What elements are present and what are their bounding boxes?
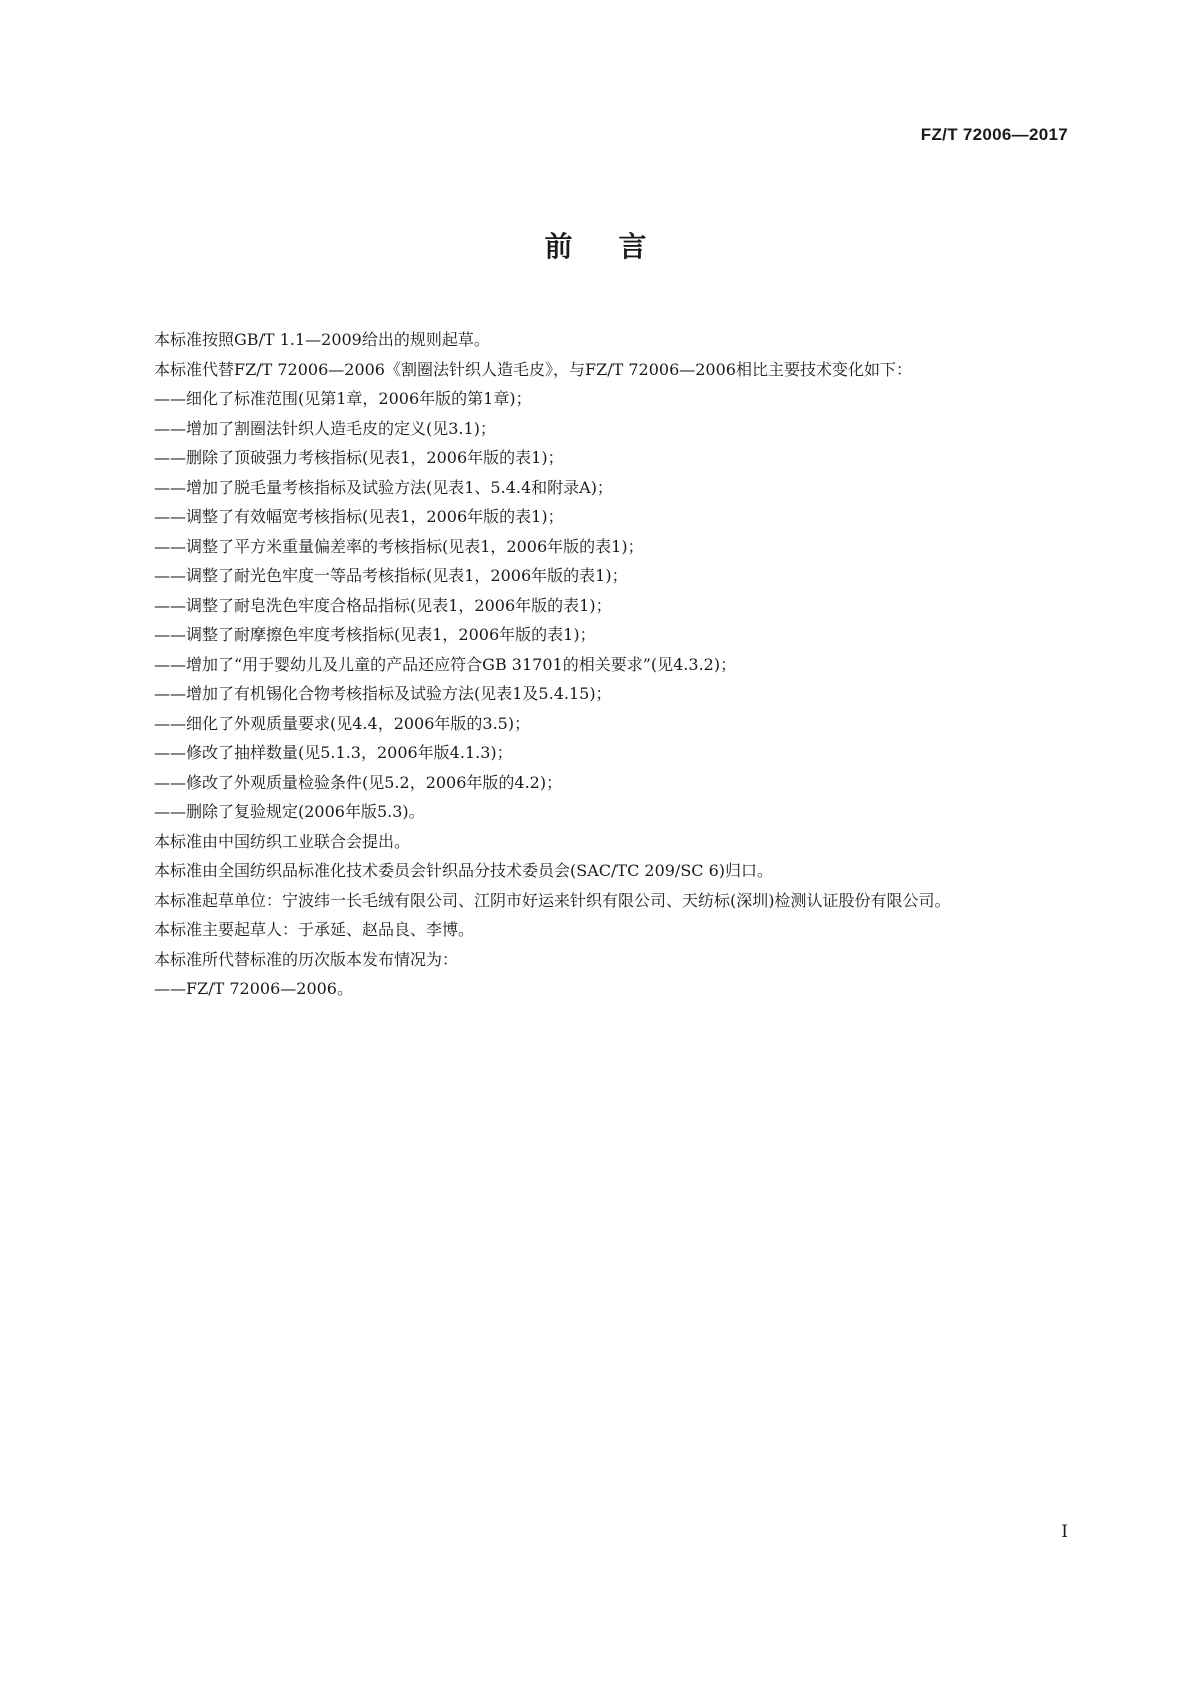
paragraph-drafting-units: 本标准起草单位：宁波纬一长毛绒有限公司、江阴市好运来针织有限公司、天纺标(深圳)检测认证股份有限公司。 <box>154 890 951 910</box>
paragraph-proposer: 本标准由中国纺织工业联合会提出。 <box>154 831 411 851</box>
list-item: ——调整了有效幅宽考核指标(见表1，2006年版的表1)； <box>154 507 564 526</box>
paragraph-replaces: 本标准代替FZ/T 72006—2006《割圈法针织人造毛皮》，与FZ/T 72006—2006相比主要技术变化如下： <box>154 359 912 379</box>
list-item: ——修改了外观质量检验条件(见5.2，2006年版的4.2)； <box>154 772 563 792</box>
list-item: ——增加了割圈法针织人造毛皮的定义(见3.1)； <box>154 418 496 438</box>
list-item: ——调整了耐摩擦色牢度考核指标(见表1，2006年版的表1)； <box>154 625 596 644</box>
standard-number: FZ/T 72006—2017 <box>920 125 1068 144</box>
list-item: ——调整了耐皂洗色牢度合格品指标(见表1，2006年版的表1)； <box>154 595 612 615</box>
list-item: ——增加了有机锡化合物考核指标及试验方法(见表1及5.4.15)； <box>154 684 612 703</box>
list-item: ——细化了标准范围(见第1章，2006年版的第1章)； <box>154 389 532 408</box>
foreword-content <box>122 325 1072 1004</box>
paragraph-drafting-rules: 本标准按照GB/T 1.1—2009给出的规则起草。 <box>154 330 490 349</box>
list-item: ——FZ/T 72006—2006。 <box>154 979 353 998</box>
list-item: ——修改了抽样数量(见5.1.3，2006年版4.1.3)； <box>154 743 513 762</box>
page-title: 前言 <box>544 230 693 263</box>
history-list <box>122 974 1072 1004</box>
paragraph-history-intro: 本标准所代替标准的历次版本发布情况为： <box>154 949 459 969</box>
list-item: ——删除了复验规定(2006年版5.3)。 <box>154 802 425 821</box>
list-item: ——增加了“用于婴幼儿及儿童的产品还应符合GB 31701的相关要求”(见4.3.2)； <box>154 654 737 674</box>
list-item: ——调整了耐光色牢度一等品考核指标(见表1，2006年版的表1)； <box>154 566 628 585</box>
list-item: ——增加了脱毛量考核指标及试验方法(见表1、5.4.4和附录A)； <box>154 477 613 497</box>
page-number: I <box>1061 1522 1068 1542</box>
list-item: ——删除了顶破强力考核指标(见表1，2006年版的表1)； <box>154 448 564 467</box>
paragraph-committee: 本标准由全国纺织品标准化技术委员会针织品分技术委员会(SAC/TC 209/SC 6)归口。 <box>154 861 774 880</box>
list-item: ——细化了外观质量要求(见4.4，2006年版的3.5)； <box>154 713 531 733</box>
paragraph-drafters: 本标准主要起草人：于承延、赵品良、李博。 <box>154 920 475 939</box>
changes-list <box>122 384 1072 827</box>
list-item: ——调整了平方米重量偏差率的考核指标(见表1，2006年版的表1)； <box>154 536 644 556</box>
